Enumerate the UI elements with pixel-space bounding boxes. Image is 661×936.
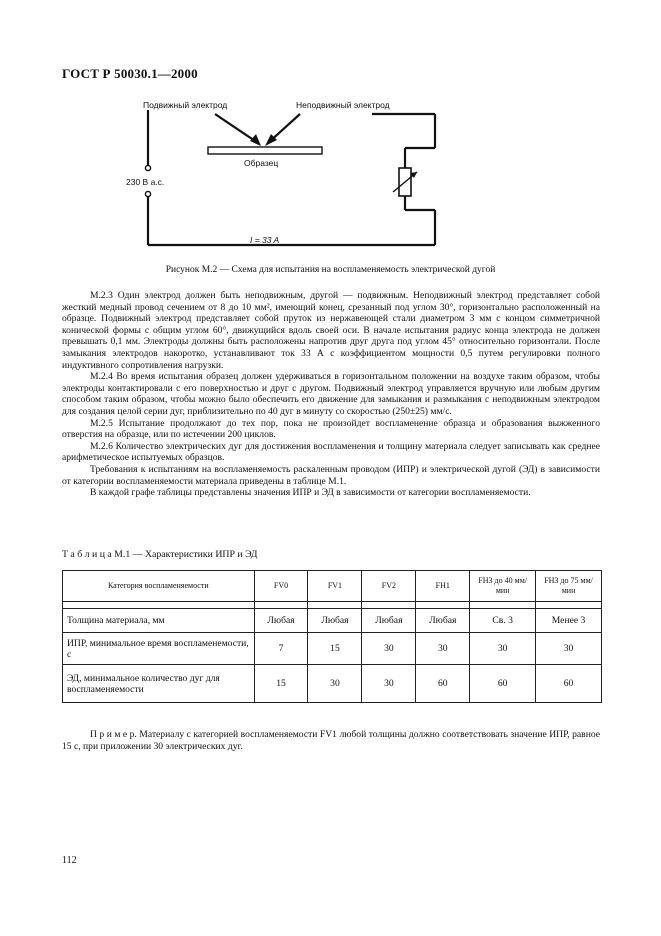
sample-bar [208,147,322,154]
header-fh3-40: FH3 до 40 мм/мин [470,571,536,602]
paragraph-requirements: Требования к испытаниям на воспламеняемость раскаленным проводом (ИПР) и электрической дугой (ЭД) в зависимости от категории воспламеняемости материала приведены в таблице М.1. [62,463,600,487]
header-fv1: FV1 [308,571,362,602]
fixed-electrode-label: Неподвижный электрод [296,100,390,110]
table-cell: 30 [362,665,416,703]
table-cell: Любая [416,609,470,633]
arc-test-circuit-diagram [0,0,661,262]
paragraph-m26: М.2.6 Количество электрических дуг для достижения воспламенения и толщину материала следует записывать как среднее арифметическое испытуемых образцов. [62,440,600,464]
table-title: Т а б л и ц а М.1 — Характеристики ИПР и ЭД [62,549,258,560]
paragraph-table-note: В каждой графе таблицы представлены значения ИПР и ЭД в зависимости от категории воспламеняемости. [90,487,531,499]
characteristics-table [62,570,602,703]
terminal-bottom [145,191,150,196]
header-fv2: FV2 [362,571,416,602]
table-header-row [63,571,602,602]
row-label: ЭД, минимальное количество дуг для воспламеняемости [63,665,255,703]
header-fv0: FV0 [254,571,308,602]
table-cell: 30 [362,633,416,665]
table-cell: Любая [254,609,308,633]
table-cell: 60 [416,665,470,703]
page-number: 112 [62,855,77,866]
movable-electrode-label: Подвижный электрод [143,100,228,110]
paragraph-m23: М.2.3 Один электрод должен быть неподвижным, другой — подвижным. Неподвижный электрод представляет собой жесткий медный провод сечением от 8 до 10 мм², имеющий конец, срезанный под углом 30°, горизонтально расположенный на образце. Подвижный электрод представляет собой пруток из нержавеющей стали диаметром 3 мм с концом симметричной конической формы с общим углом 60°, движущийся вдоль своей оси. В начале испытания радиус конца электрода не должен превышать 0,1 мм. Электроды должны быть расположены напротив друг друга под углом 45° относительно горизонтали. После замыкания электродов накоротко, устанавливают ток 33 А с коэффициентом мощности 0,5 путем регулировки полного индуктивного сопротивления нагрузки. [62,290,600,371]
table-row [63,609,602,633]
figure-caption: Рисунок М.2 — Схема для испытания на воспламеняемость электрической дугой [165,265,496,275]
table-cell: 15 [254,665,308,703]
table-cell: 60 [536,665,602,703]
header-fh1: FH1 [416,571,470,602]
table-cell: 30 [308,665,362,703]
row-label: ИПР, минимальное время воспламенемости, с [63,633,255,665]
table-cell: 7 [254,633,308,665]
paragraph-m25: М.2.5 Испытание продолжают до тех пор, пока не произойдет воспламенение образца и образования выжженного отверстия на образце, или по истечении 200 циклов. [62,417,600,441]
row-label: Толщина материала, мм [63,609,255,633]
current-label: I = 33 A [250,235,280,245]
header-category: Категория воспламеняемости [63,571,255,602]
table-cell: Менее 3 [536,609,602,633]
table-cell: 15 [308,633,362,665]
table-cell: Любая [362,609,416,633]
table-cell: 30 [536,633,602,665]
example-text: П р и м е р. Материалу с категорией воспламеняемости FV1 любой толщины должно соответствовать значение ИПР, равное 15 с, при приложении 30 электрических дуг. [62,729,600,752]
table-cell: 60 [470,665,536,703]
sample-label: Образец [244,158,279,168]
document-header: ГОСТ Р 50030.1—2000 [62,66,198,81]
body-text [62,290,600,499]
terminal-top [145,165,150,170]
header-fh3-75: FH3 до 75 мм/мин [536,571,602,602]
example-note [62,729,600,753]
table-cell: 30 [470,633,536,665]
table-cell: 30 [416,633,470,665]
movable-electrode-tip [250,134,261,146]
table-cell: Любая [308,609,362,633]
table-cell: Св. 3 [470,609,536,633]
voltage-label: 230 В а.с. [126,177,165,187]
paragraph-m24: М.2.4 Во время испытания образец должен удерживаться в горизонтальном положении на воздухе таким образом, чтобы электроды контактировали с его поверхностью и друг с другом. Подвижный электрод управляется вручную или любым другим способом таким образом, чтобы можно было обеспечить его движение для замыкания и размыкания с неподвижным электродом для создания целой серии дуг, приблизительно по 40 дуг в минуту со скоростью (250±25) мм/с. [62,371,600,417]
table-row [63,633,602,665]
table-row [63,665,602,703]
